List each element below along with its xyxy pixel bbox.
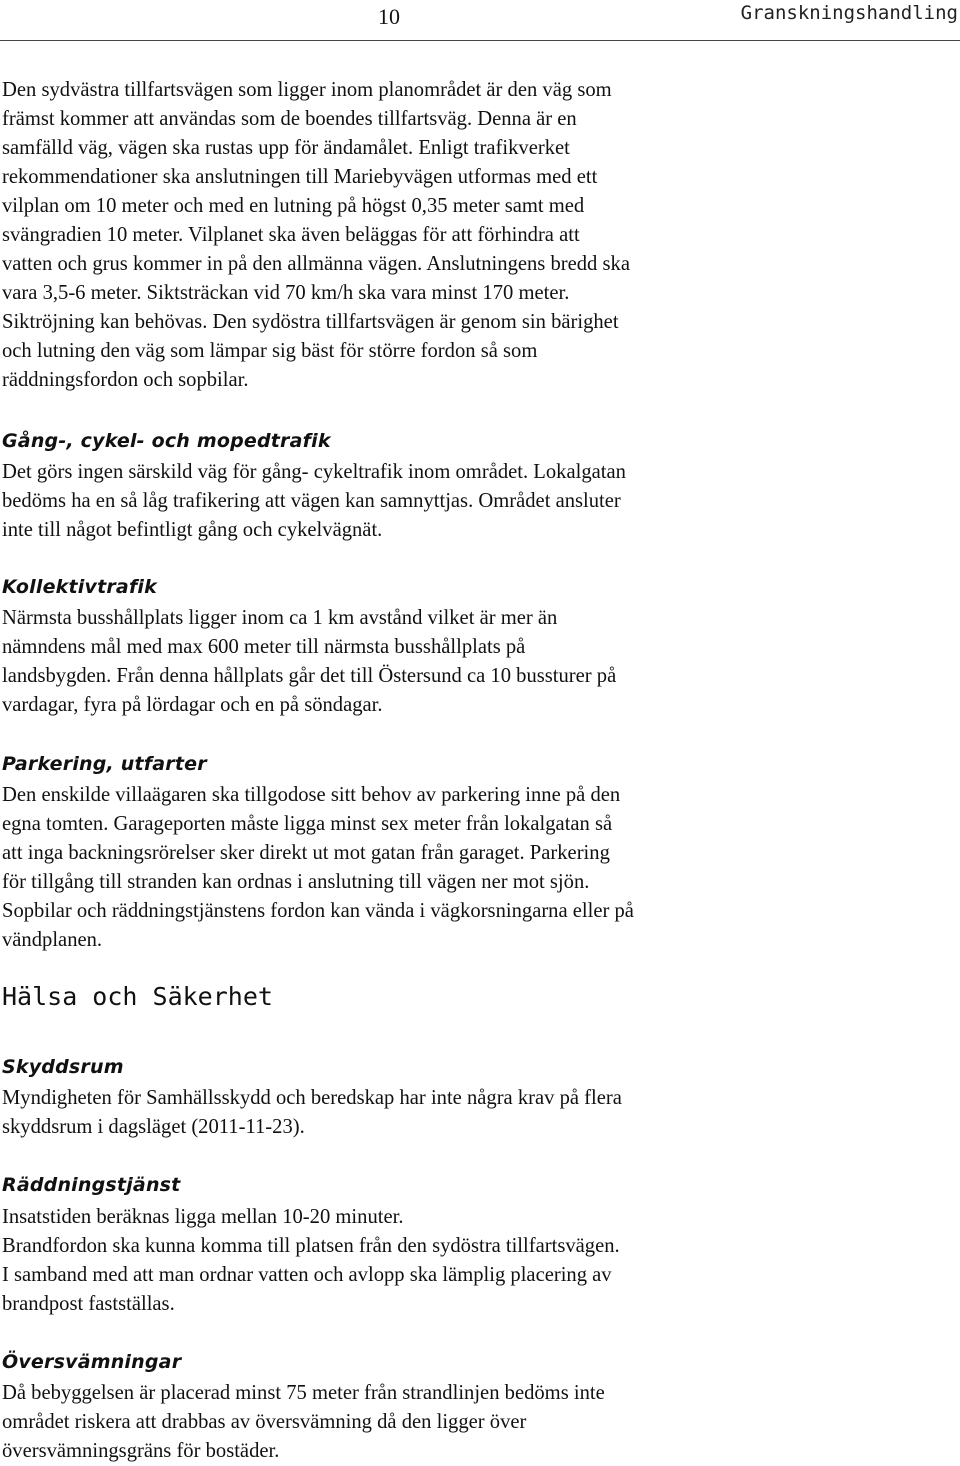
- heading-halsa-sakerhet: Hälsa och Säkerhet: [2, 982, 273, 1011]
- kollektivtrafik-paragraph: Närmsta busshållplats ligger inom ca 1 km avstånd vilket är mer än nämndens mål med max 600 meter till närmsta busshållplats på landsbygden. Från denna hållplats går det till Östersund ca 10 bussturer på vardagar, fyra på lördagar och en på söndagar.: [2, 607, 617, 716]
- skyddsrum-paragraph: Myndigheten för Samhällsskydd och beredskap har inte några krav på flera skyddsrum i dagsläget (2011-11-23).: [2, 1087, 622, 1138]
- gang-cykel-paragraph: Det görs ingen särskild väg för gång- cykeltrafik inom området. Lokalgatan bedöms ha en så låg trafikering att vägen kan samnyttjas. Området ansluter inte till något befintligt gång och cykelvägnät.: [2, 461, 626, 541]
- heading-skyddsrum: Skyddsrum: [2, 1056, 124, 1078]
- heading-kollektivtrafik: Kollektivtrafik: [2, 576, 157, 598]
- heading-raddningstjanst: Räddningstjänst: [2, 1174, 181, 1196]
- page-number: 10: [378, 4, 400, 29]
- heading-gang-cykel-moped: Gång-, cykel- och mopedtrafik: [2, 430, 331, 452]
- document-status-label: Granskningshandling: [740, 2, 958, 24]
- oversvamningar-paragraph: Då bebyggelsen är placerad minst 75 meter från strandlinjen bedöms inte området riskera att drabbas av översvämning då den ligger över översvämningsgräns för bostäder.: [2, 1382, 605, 1462]
- heading-parkering-utfarter: Parkering, utfarter: [2, 753, 207, 775]
- heading-oversvamningar: Översvämningar: [2, 1351, 182, 1373]
- intro-paragraph: Den sydvästra tillfartsvägen som ligger inom planområdet är den väg som främst kommer att användas som de boendes tillfartsväg. Denna är en samfälld väg, vägen ska rustas upp för ändamålet. Enligt trafikverket rekommendationer ska anslutningen till Mariebyvägen utformas med ett vilplan om 10 meter och med en lutning på högst 0,35 meter samt med svängradien 10 meter. Vilplanet ska även beläggas för att förhindra att vatten och grus kommer in på den allmänna vägen. Anslutningens bredd ska vara 3,5-6 meter. Siktsträckan vid 70 km/h ska vara minst 170 meter. Siktröjning kan behövas. Den sydöstra tillfartsvägen är genom sin bärighet och lutning den väg som lämpar sig bäst för större fordon så som räddningsfordon och sopbilar.: [2, 79, 630, 391]
- parkering-paragraph: Den enskilde villaägaren ska tillgodose sitt behov av parkering inne på den egna tomten. Garageporten måste ligga minst sex meter från lokalgatan så att inga backningsrörelser sker direkt ut mot gatan från garaget. Parkering för tillgång till stranden kan ordnas i anslutning till vägen ner mot sjön. Sopbilar och räddningstjänstens fordon kan vända i vägkorsningarna eller på vändplanen.: [2, 784, 634, 951]
- raddningstjanst-paragraph: Insatstiden beräknas ligga mellan 10-20 minuter. Brandfordon ska kunna komma till platsen från den sydöstra tillfartsvägen. I samband med att man ordnar vatten och avlopp ska lämplig placering av brandpost fastställas.: [2, 1206, 620, 1315]
- header-divider: [0, 40, 960, 41]
